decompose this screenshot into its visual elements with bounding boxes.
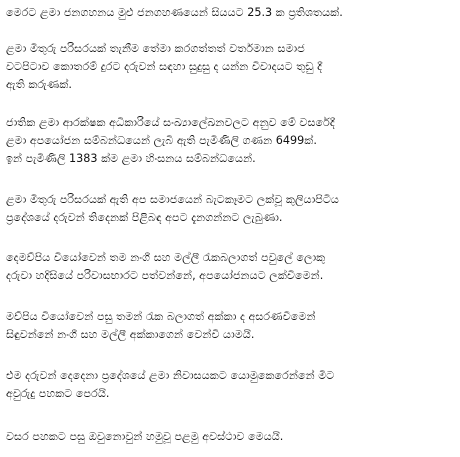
paragraph-7: එම දරුවන් දෙදෙනා ප්‍රදේශයේ ළමා නිවාසයකට යොමුකෙරෙන්නේ මීට අවුරුදු පහකට පෙරයි. bbox=[6, 369, 335, 400]
paragraph-8: වසර පහකට පසු ඔවුනොවුන් හමුවූ පළමු අවස්ථාව මෙයයි. bbox=[6, 430, 284, 443]
paragraph-3: ජාතික ළමා ආරක්ෂක අධිකාරියේ සංඛ්‍යාලේඛනවලට අනුව මේ වසරේදී ළමා අපයෝජන සම්බන්ධයෙන් ලැබී ඇති පැමිණිලි ගණන 6499ක්. ඉන් පැමිණිලි 1383 ක්ම ළමා හිංසනය සම්බන්ධයෙන්. bbox=[6, 116, 335, 165]
paragraph-4: ළමා මිතුරු පරිසරයක් ඇති අප සමාජයෙන් බැටකෑමට ලක්වූ කුලියාපිටිය ප්‍රදේශයේ දරුවන් තිදෙනක් පිළිබඳ අපට දැනගන්නට ලැබුණා. bbox=[6, 193, 339, 224]
paragraph-6: මව්පිය වියෝවෙන් පසු තමන් රැක බලාගත් අක්කා ද අසරණවීමෙන් සිඳුවන්නේ නංගී සහ මල්ලී අක්කාගෙන් වෙන්වී යාමයි. bbox=[6, 310, 316, 341]
paragraph-5: දෙමව්පිය වියෝවෙන් තම නංගී සහ මල්ලී රැකබලාගත් පවුලේ ලොකු දරුවා හදිසියේ පරිවාසභාරට පත්වන්නේ, අපයෝජනයට ලක්විමෙන්. bbox=[6, 251, 326, 282]
paragraph-1: මෙරට ළමා ජනගහනය මුළු ජනගහණයෙන් සියයට 25.3 ක ප්‍රතිශතයක්. bbox=[6, 6, 343, 19]
paragraph-2: ළමා මිතුරු පරිසරයක් තැනීම තේමා කරගත්තත් වර්තමාන සමාජ වටපිටාව කොතරම් දුරට දරුවන් සඳහා සුදුසු ද යන්න විවාදයට තුඩු දී ඇති කරුණක්. bbox=[6, 42, 323, 91]
